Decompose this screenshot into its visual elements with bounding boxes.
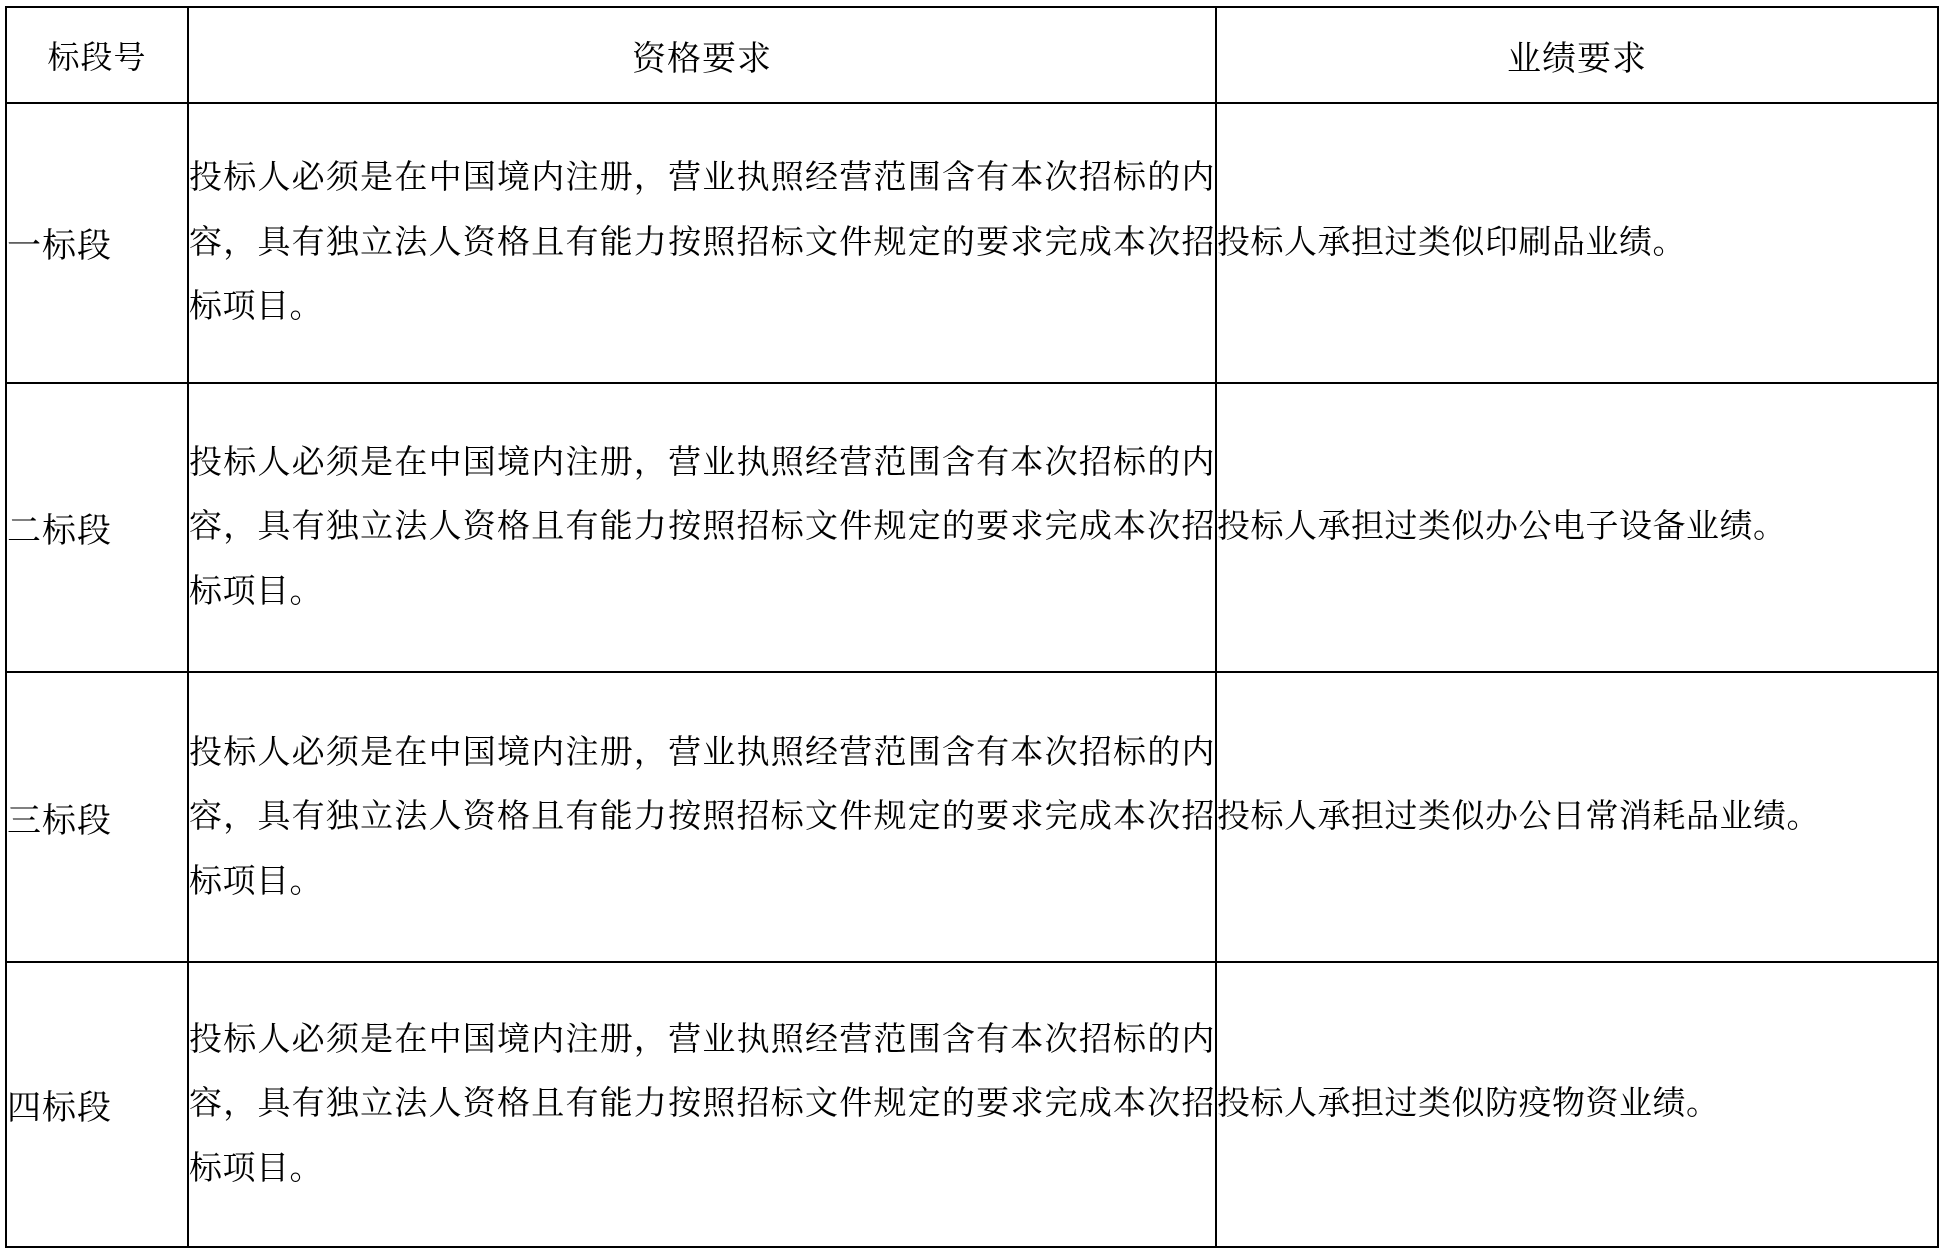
cell-qualification: 投标人必须是在中国境内注册，营业执照经营范围含有本次招标的内容，具有独立法人资格且有能力按照招标文件规定的要求完成本次招标项目。 — [188, 962, 1216, 1247]
cell-qualification: 投标人必须是在中国境内注册，营业执照经营范围含有本次招标的内容，具有独立法人资格且有能力按照招标文件规定的要求完成本次招标项目。 — [188, 103, 1216, 383]
cell-performance: 投标人承担过类似办公电子设备业绩。 — [1216, 383, 1938, 673]
cell-performance: 投标人承担过类似办公日常消耗品业绩。 — [1216, 672, 1938, 962]
table-header-row — [6, 7, 1938, 103]
column-header-lot: 标段号 — [6, 7, 188, 103]
table-row — [6, 962, 1938, 1247]
cell-qualification: 投标人必须是在中国境内注册，营业执照经营范围含有本次招标的内容，具有独立法人资格且有能力按照招标文件规定的要求完成本次招标项目。 — [188, 383, 1216, 673]
table-row — [6, 103, 1938, 383]
cell-qualification: 投标人必须是在中国境内注册，营业执照经营范围含有本次招标的内容，具有独立法人资格且有能力按照招标文件规定的要求完成本次招标项目。 — [188, 672, 1216, 962]
table-row — [6, 672, 1938, 962]
table-row — [6, 383, 1938, 673]
cell-lot: 四标段 — [6, 962, 188, 1247]
column-header-qualification: 资格要求 — [188, 7, 1216, 103]
table-header — [6, 7, 1938, 103]
bid-requirements-table — [5, 6, 1939, 1248]
cell-performance: 投标人承担过类似印刷品业绩。 — [1216, 103, 1938, 383]
table-body — [6, 103, 1938, 1247]
cell-lot: 一标段 — [6, 103, 188, 383]
cell-lot: 三标段 — [6, 672, 188, 962]
column-header-performance: 业绩要求 — [1216, 7, 1938, 103]
cell-performance: 投标人承担过类似防疫物资业绩。 — [1216, 962, 1938, 1247]
cell-lot: 二标段 — [6, 383, 188, 673]
